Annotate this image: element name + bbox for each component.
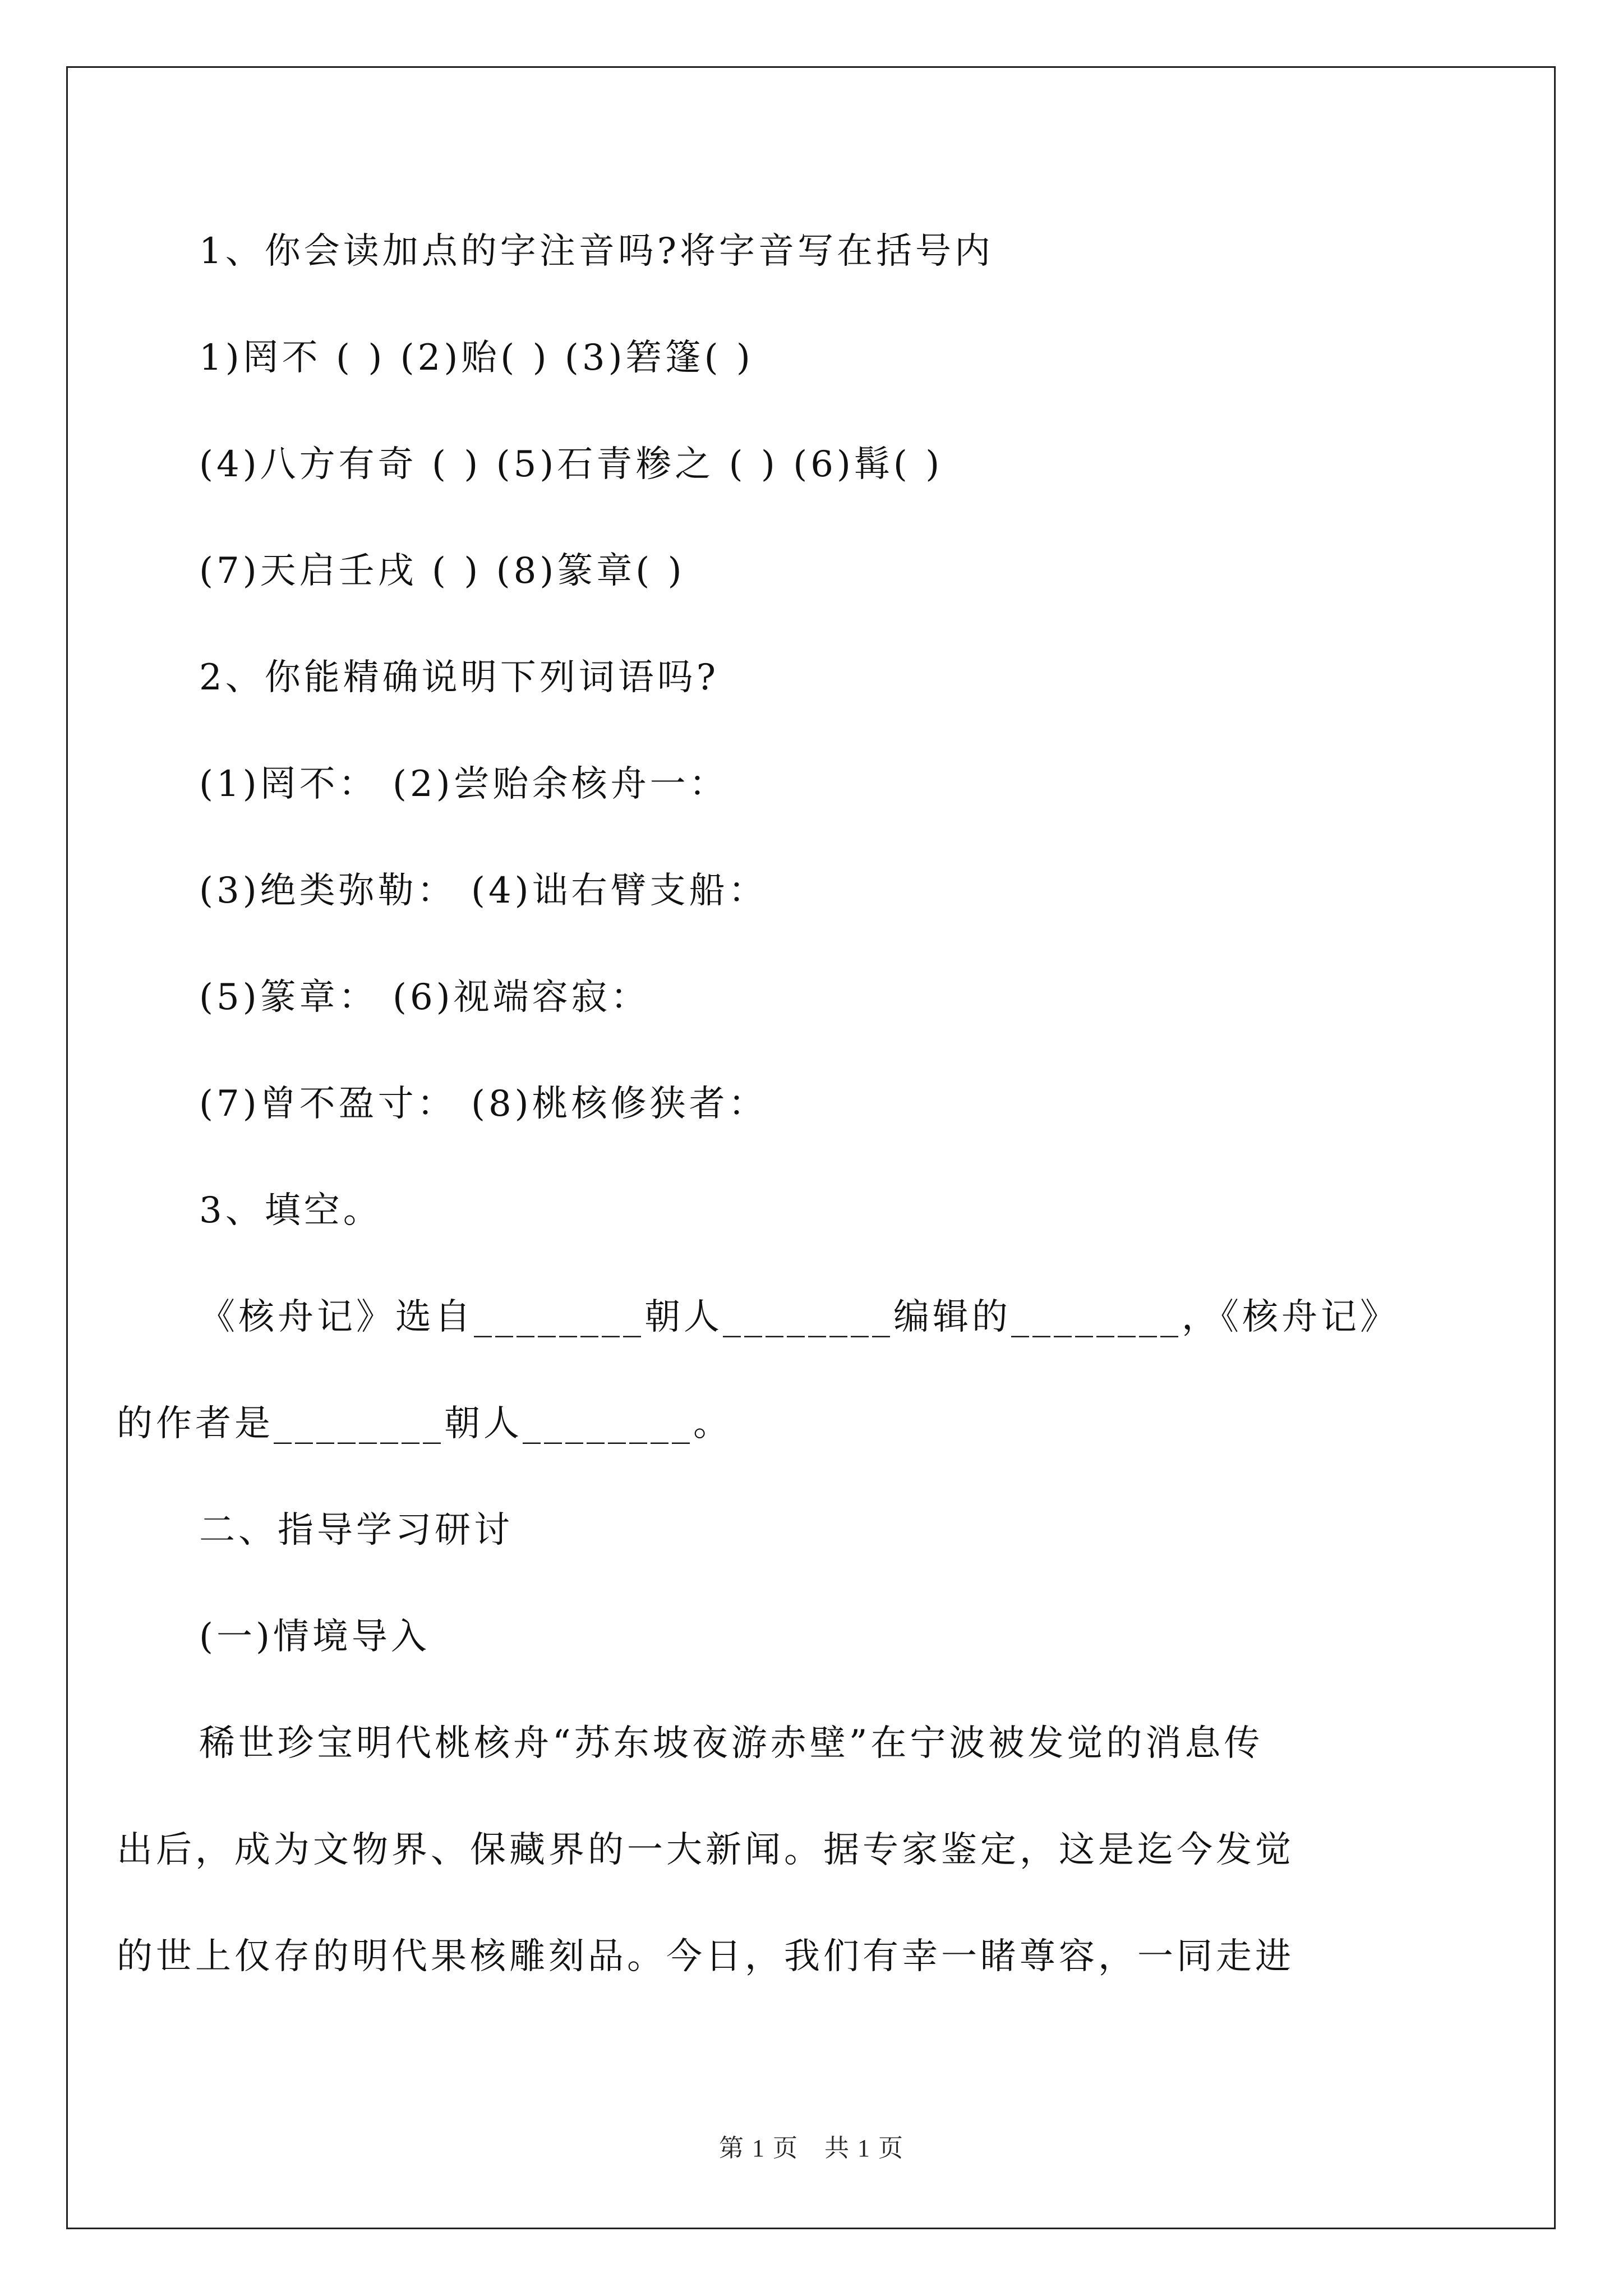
section-heading: 二、指导学习研讨	[199, 1510, 513, 1551]
question-1-heading: 1、你会读加点的字注音吗?将字音写在括号内	[199, 231, 994, 272]
page-footer: 第 1 页 共 1 页	[719, 2134, 904, 2162]
question-2-line-3: (5)篆章： (6)视端容寂：	[199, 977, 650, 1018]
question-3-heading: 3、填空。	[199, 1190, 382, 1231]
page-border	[66, 66, 1556, 2229]
subsection-heading: (一)情境导入	[199, 1616, 430, 1658]
question-2-line-2: (3)绝类弥勒： (4)诎右臂支船：	[199, 870, 768, 912]
paragraph-line-2: 出后，成为文物界、保藏界的一大新闻。据专家鉴定，这是迄今发觉	[117, 1829, 1294, 1871]
paragraph-line-1: 稀世珍宝明代桃核舟“苏东坡夜游赤壁”在宁波被发觉的消息传	[199, 1723, 1264, 1764]
paragraph-line-3: 的世上仅存的明代果核雕刻品。今日，我们有幸一睹尊容，一同走进	[117, 1936, 1294, 1977]
question-1-line-1: 1)罔不 ( ) (2)贻( ) (3)箬篷( )	[199, 337, 754, 379]
question-1-line-2: (4)八方有奇 ( ) (5)石青糁之 ( ) (6)髯( )	[199, 444, 943, 485]
question-2-line-1: (1)罔不： (2)尝贻余核舟一：	[199, 763, 728, 805]
fill-blank-line-2: 的作者是________朝人________。	[117, 1403, 732, 1444]
fill-blank-line-1: 《核舟记》选自________朝人________编辑的________，《核舟记》	[199, 1296, 1399, 1338]
question-2-line-4: (7)曾不盈寸： (8)桃核修狭者：	[199, 1083, 768, 1125]
question-2-heading: 2、你能精确说明下列词语吗?	[199, 657, 720, 698]
question-1-line-3: (7)天启壬戌 ( ) (8)篆章( )	[199, 550, 685, 592]
